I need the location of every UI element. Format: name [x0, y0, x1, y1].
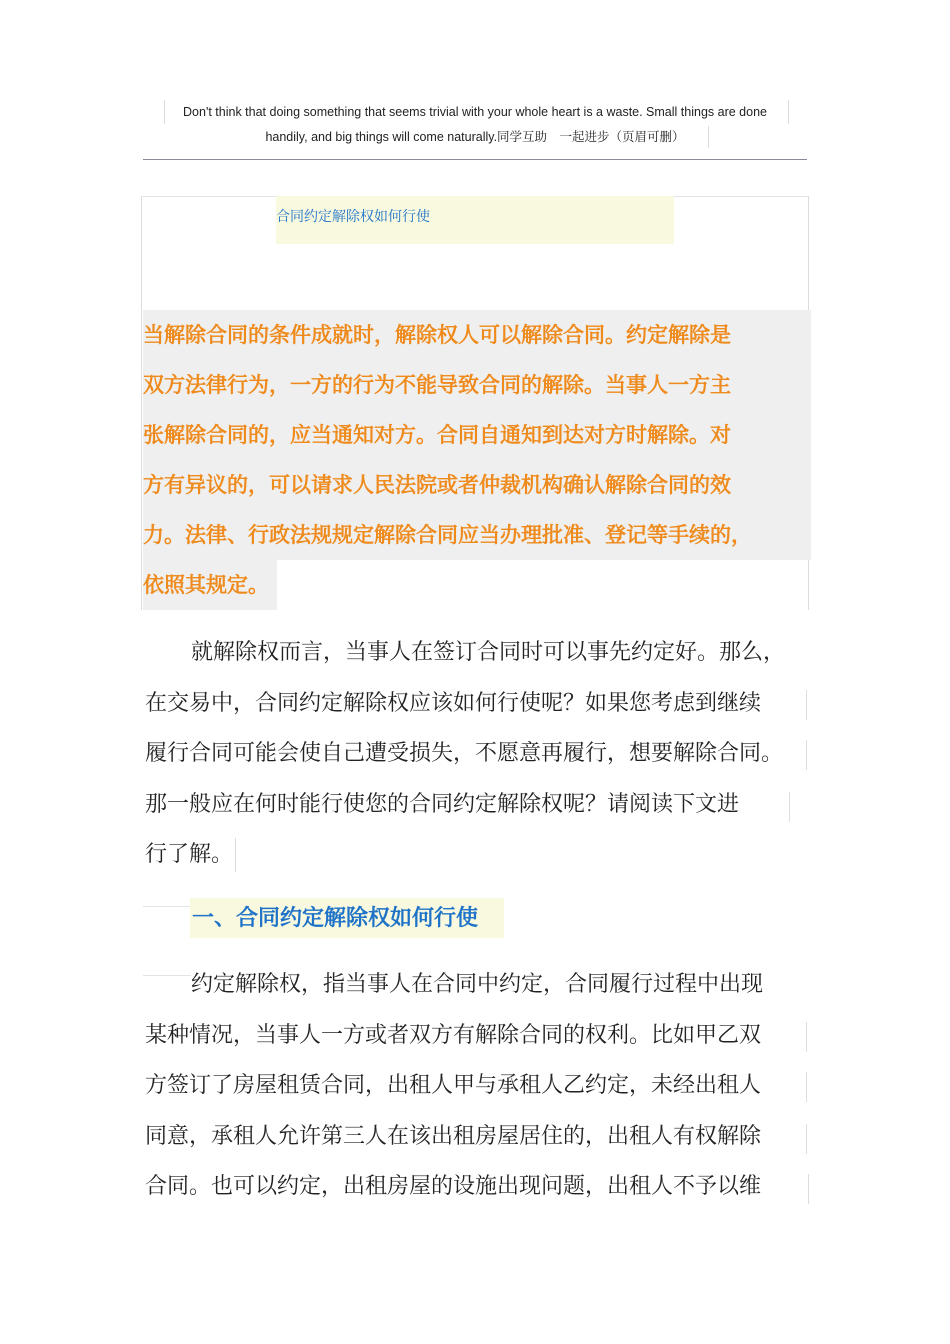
frame-line — [143, 906, 191, 907]
paragraph-line: 约定解除权，指当事人在合同中约定，合同履行过程中出现 — [191, 972, 764, 997]
frame-line — [788, 100, 789, 124]
header-line-1: Don't think that doing something that seems trivial with your whole heart is a waste. Small things are done — [183, 105, 767, 119]
paragraph-line: 方签订了房屋租赁合同，出租人甲与承租人乙约定，未经出租人 — [145, 1073, 762, 1098]
frame-line — [141, 196, 142, 610]
paragraph-line: 张解除合同的，应当通知对方。合同自通知到达对方时解除。对 — [143, 410, 811, 460]
paragraph-line: 合同。也可以约定，出租房屋的设施出现问题，出租人不予以维 — [145, 1174, 762, 1199]
header-line-2: handily, and big things will come naturally.同学互助 一起进步（页眉可删） — [265, 130, 685, 144]
section-paragraph — [145, 960, 811, 1213]
paragraph-line: 力。法律、行政法规规定解除合同应当办理批准、登记等手续的， — [143, 510, 811, 560]
frame-line — [708, 126, 709, 148]
document-title: 合同约定解除权如何行使 — [276, 196, 674, 244]
paragraph-line: 同意，承租人允许第三人在该出租房屋居住的，出租人有权解除 — [145, 1123, 762, 1149]
highlighted-paragraph — [143, 310, 811, 614]
header-divider — [143, 159, 807, 160]
paragraph-line: 某种情况，当事人一方或者双方有解除合同的权利。比如甲乙双 — [145, 1022, 762, 1048]
paragraph-line: 那一般应在何时能行使您的合同约定解除权呢？请阅读下文进 — [145, 791, 740, 817]
frame-line — [164, 100, 165, 124]
paragraph-line: 方有异议的，可以请求人民法院或者仲裁机构确认解除合同的效 — [143, 460, 811, 510]
section-heading: 一、合同约定解除权如何行使 — [190, 898, 504, 938]
paragraph-line: 行了解。 — [145, 842, 234, 867]
paragraph-line: 就解除权而言，当事人在签订合同时可以事先约定好。那么， — [191, 640, 786, 665]
paragraph-line: 当解除合同的条件成就时，解除权人可以解除合同。约定解除是 — [143, 310, 811, 360]
intro-paragraph — [145, 628, 811, 881]
paragraph-line: 履行合同可能会使自己遭受损失，不愿意再履行，想要解除合同。 — [145, 741, 784, 766]
paragraph-line: 依照其规定。 — [143, 560, 277, 610]
paragraph-line: 在交易中，合同约定解除权应该如何行使呢？如果您考虑到继续 — [145, 690, 762, 716]
paragraph-line: 双方法律行为，一方的行为不能导致合同的解除。当事人一方主 — [143, 360, 811, 410]
